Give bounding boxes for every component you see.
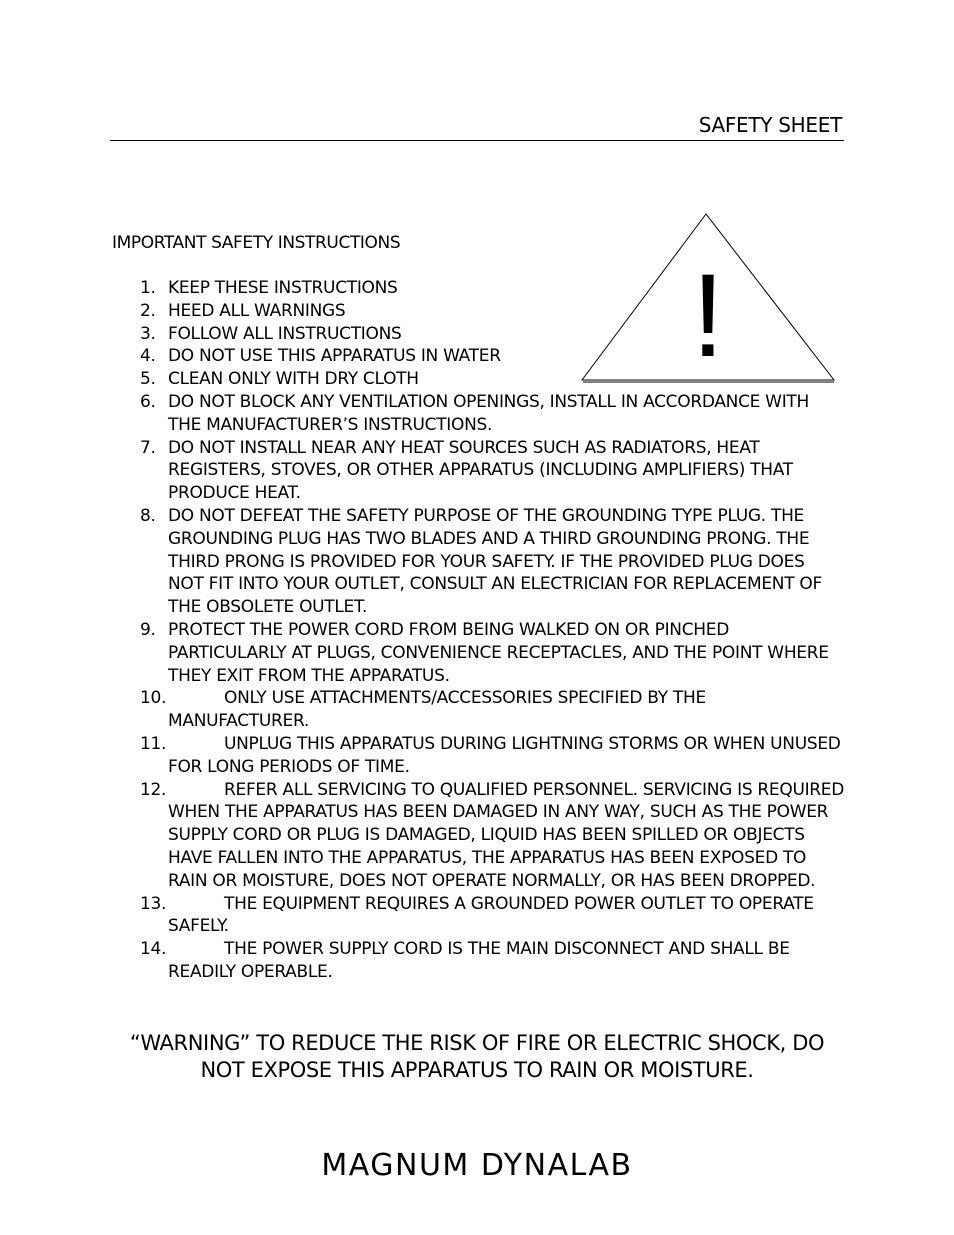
instruction-number: 8. — [140, 505, 156, 526]
instruction-item — [140, 368, 845, 391]
instruction-item — [140, 300, 845, 323]
section-title: IMPORTANT SAFETY INSTRUCTIONS — [112, 233, 401, 253]
instruction-text: DO NOT DEFEAT THE SAFETY PURPOSE OF THE GROUNDING TYPE PLUG. THE GROUNDING PLUG HAS TWO BLADES AND A THIRD GROUNDING PRONG. THE THIRD PRONG IS PROVIDED FOR YOUR SAFETY. IF THE PROVIDED PLUG DOES NOT FIT INTO YOUR OUTLET, CONSULT AN ELECTRICIAN FOR REPLACEMENT OF THE OBSOLETE OUTLET. — [168, 505, 822, 618]
instruction-item — [140, 391, 845, 437]
instruction-item — [140, 938, 845, 984]
instruction-text: THE EQUIPMENT REQUIRES A GROUNDED POWER OUTLET TO OPERATE SAFELY. — [168, 893, 814, 937]
instruction-number: 10. — [140, 688, 167, 709]
instruction-item — [140, 505, 845, 619]
instruction-number: 2. — [140, 300, 156, 321]
instruction-number: 5. — [140, 369, 156, 390]
instruction-item — [140, 437, 845, 505]
brand-logo: MAGNUM DYNALAB — [321, 1148, 633, 1183]
warning-statement: “WARNING” TO REDUCE THE RISK OF FIRE OR ELECTRIC SHOCK, DO NOT EXPOSE THIS APPARATUS TO RAIN OR MOISTURE. — [129, 1031, 825, 1082]
instruction-number: 14. — [140, 939, 167, 960]
instruction-text: UNPLUG THIS APPARATUS DURING LIGHTNING STORMS OR WHEN UNUSED FOR LONG PERIODS OF TIME. — [168, 733, 841, 777]
instruction-list — [140, 277, 845, 984]
instruction-item — [140, 733, 845, 779]
instruction-text: FOLLOW ALL INSTRUCTIONS — [168, 323, 402, 344]
instruction-text: THE POWER SUPPLY CORD IS THE MAIN DISCONNECT AND SHALL BE READILY OPERABLE. — [168, 939, 790, 982]
instruction-text: PROTECT THE POWER CORD FROM BEING WALKED ON OR PINCHED PARTICULARLY AT PLUGS, CONVENIENCE RECEPTACLES, AND THE POINT WHERE THEY EXIT FROM THE APPARATUS. — [168, 619, 829, 686]
instruction-number: 7. — [140, 437, 156, 458]
instruction-text: DO NOT USE THIS APPARATUS IN WATER — [168, 346, 501, 367]
exclamation-glyph: ! — [691, 250, 725, 382]
instruction-text: HEED ALL WARNINGS — [168, 300, 346, 321]
instruction-item — [140, 619, 845, 687]
instruction-item — [140, 323, 845, 346]
instruction-text: DO NOT BLOCK ANY VENTILATION OPENINGS, INSTALL IN ACCORDANCE WITH THE MANUFACTURER’S INSTRUCTIONS. — [168, 391, 809, 435]
instruction-text: REFER ALL SERVICING TO QUALIFIED PERSONNEL. SERVICING IS REQUIRED WHEN THE APPARATUS HAS BEEN DAMAGED IN ANY WAY, SUCH AS THE POWER SUPPLY CORD OR PLUG IS DAMAGED, LIQUID HAS BEEN SPILLED OR OBJECTS HAVE FALLEN INTO THE APPARATUS, THE APPARATUS HAS BEEN EXPOSED TO RAIN OR MOISTURE, DOES NOT OPERATE NORMALLY, OR HAS BEEN DROPPED. — [168, 779, 845, 891]
instruction-number: 1. — [140, 278, 156, 298]
instruction-text: KEEP THESE INSTRUCTIONS — [168, 278, 398, 298]
instruction-number: 13. — [140, 893, 167, 914]
instruction-item — [140, 345, 845, 368]
instruction-text: ONLY USE ATTACHMENTS/ACCESSORIES SPECIFIED BY THE MANUFACTURER. — [168, 688, 706, 732]
instruction-number: 6. — [140, 391, 156, 412]
instruction-item — [140, 893, 845, 939]
instruction-item — [140, 687, 845, 733]
instruction-number: 9. — [140, 619, 156, 640]
instruction-item — [140, 779, 845, 893]
header-rule — [110, 140, 844, 141]
instruction-number: 12. — [140, 779, 167, 800]
instruction-text: DO NOT INSTALL NEAR ANY HEAT SOURCES SUCH AS RADIATORS, HEAT REGISTERS, STOVES, OR OTHER APPARATUS (INCLUDING AMPLIFIERS) THAT PRODUCE HEAT. — [168, 437, 793, 504]
instruction-number: 3. — [140, 323, 156, 344]
instruction-number: 4. — [140, 346, 156, 367]
instruction-item — [140, 277, 845, 300]
header-title: SAFETY SHEET — [698, 113, 842, 137]
instruction-text: CLEAN ONLY WITH DRY CLOTH — [168, 369, 419, 390]
instruction-number: 11. — [140, 733, 167, 754]
